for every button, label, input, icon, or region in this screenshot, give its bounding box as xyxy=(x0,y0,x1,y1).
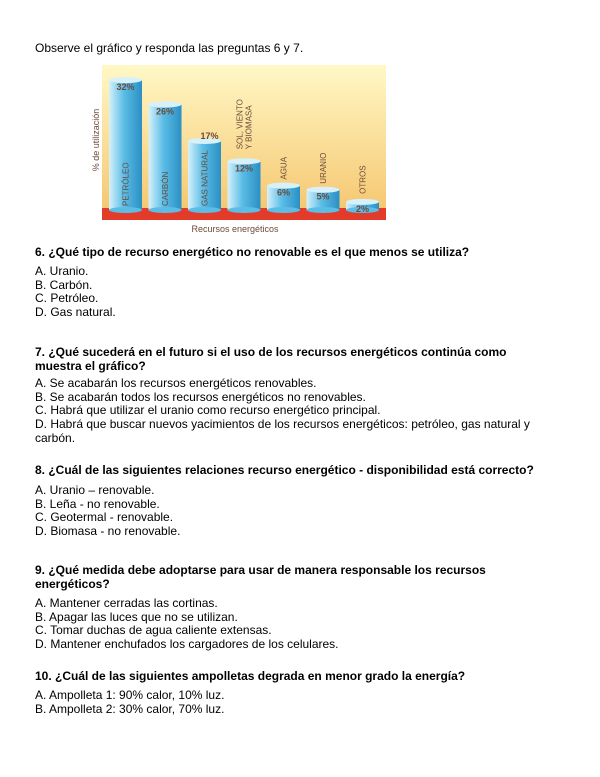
category-label-2: GAS NATURAL xyxy=(200,150,210,206)
question-10-option-a: A. Ampolleta 1: 90% calor, 10% luz. xyxy=(35,688,225,702)
bar-base-5 xyxy=(307,207,340,213)
question-8-option-d: D. Biomasa - no renovable. xyxy=(35,524,181,538)
question-7: 7. ¿Qué sucederá en el futuro si el uso de los recursos energéticos continúa como muestra el gráfico? xyxy=(35,345,507,373)
value-label-5: 5% xyxy=(316,191,330,202)
category-label-1: CARBÓN xyxy=(161,171,170,206)
intro-text: Observe el gráfico y responda las preguntas 6 y 7. xyxy=(35,41,304,55)
category-label-3-line-1: Y BIOMASA xyxy=(244,105,254,150)
category-label-6: OTROS xyxy=(358,165,368,194)
question-8-option-c: C. Geotermal - renovable. xyxy=(35,510,174,524)
question-7-option-d: D. Habrá que buscar nuevos yacimientos de los recursos energéticos: petróleo, gas natural y carbón. xyxy=(35,417,530,445)
question-8: 8. ¿Cuál de las siguientes relaciones recurso energético - disponibilidad está correcto? xyxy=(35,463,534,477)
value-label-2: 17% xyxy=(200,131,219,141)
question-9-option-b: B. Apagar las luces que no se utilizan. xyxy=(35,610,238,624)
bar-base-2 xyxy=(188,207,221,213)
question-10-option-b: B. Ampolleta 2: 30% calor, 70% luz. xyxy=(35,702,225,716)
question-10: 10. ¿Cuál de las siguientes ampolletas degrada en menor grado la energía? xyxy=(35,669,466,683)
question-7-option-b: B. Se acabarán todos los recursos energéticos no renovables. xyxy=(35,390,366,404)
y-axis-label: % de utilización xyxy=(91,108,101,172)
question-7-option-a: A. Se acabarán los recursos energéticos renovables. xyxy=(35,376,317,390)
question-8-option-b: B. Leña - no renovable. xyxy=(35,497,160,511)
bar-base-3 xyxy=(228,207,261,213)
category-label-0: PETRÓLEO xyxy=(121,162,131,206)
question-9-option-c: C. Tomar duchas de agua caliente extensas. xyxy=(35,623,272,637)
question-9-option-d: D. Mantener enchufados los cargadores de los celulares. xyxy=(35,637,339,651)
value-label-4: 6% xyxy=(276,187,291,198)
bar-base-4 xyxy=(267,207,300,213)
value-label-6: 2% xyxy=(355,203,370,214)
question-9-option-a: A. Mantener cerradas las cortinas. xyxy=(35,596,218,610)
bar-base-0 xyxy=(109,207,142,213)
question-6-option-c: C. Petróleo. xyxy=(35,291,99,305)
bar-base-1 xyxy=(149,207,182,213)
question-7-option-c: C. Habrá que utilizar el uranio como recurso energético principal. xyxy=(35,403,381,417)
question-9: 9. ¿Qué medida debe adoptarse para usar de manera responsable los recursos energéticos? xyxy=(35,563,486,591)
question-6-option-b: B. Carbón. xyxy=(35,278,93,292)
category-label-4: AGUA xyxy=(279,156,289,180)
x-axis-label: Recursos energéticos xyxy=(191,224,279,234)
question-6-option-d: D. Gas natural. xyxy=(35,305,116,319)
value-label-0: 32% xyxy=(116,82,135,93)
question-6-option-a: A. Uranio. xyxy=(35,264,89,278)
value-label-3: 12% xyxy=(234,163,254,174)
category-label-3-line-0: SOL, VIENTO xyxy=(235,99,245,150)
question-8-option-a: A. Uranio – renovable. xyxy=(35,483,155,497)
question-6: 6. ¿Qué tipo de recurso energético no renovable es el que menos se utiliza? xyxy=(35,245,470,259)
energy-usage-chart xyxy=(85,60,390,235)
category-label-5: URANIO xyxy=(319,152,328,184)
value-label-1: 26% xyxy=(155,106,175,117)
